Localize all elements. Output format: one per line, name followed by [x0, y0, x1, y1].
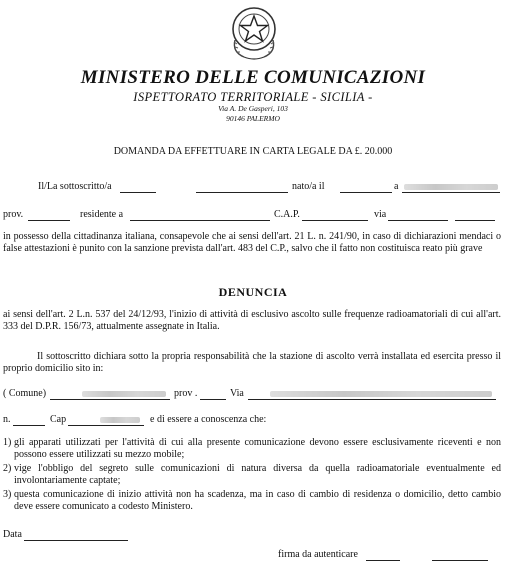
denuncia-heading: DENUNCIA — [218, 285, 288, 299]
prov-label: prov. — [3, 209, 24, 220]
item-text: questa comunicazione di inizio attività non ha scadenza, ma in caso di cambio di residenza o domicilio, detto cambio deve essere comunicato a codesto Ministero. — [14, 489, 501, 512]
comune-label: ( Comune) — [3, 388, 47, 399]
surname-field[interactable] — [120, 192, 156, 193]
address-street: Via A. De Gasperi, 103 — [218, 104, 288, 113]
item-text: gli apparati utilizzati per l'attività di cui alla presente comunicazione devono essere esclusivamente riceventi e non possono essere utilizzati su mezzo mobile; — [14, 437, 501, 460]
comune-field[interactable] — [50, 399, 170, 400]
residente-label: residente a — [80, 209, 124, 220]
domicile-cap-label: Cap — [50, 414, 67, 425]
italian-republic-emblem-icon — [226, 2, 282, 62]
citizenship-declaration: in possesso della cittadinanza italiana, consapevole che ai sensi dell'art. 21 L. n. 241/90, in caso di dichiarazioni mendaci o false attestazioni è punito con la sanzione prevista dall'art. 483 del C.P., salvo che il fatto non costituisca reato più grave — [3, 231, 501, 254]
domicile-via-label: Via — [230, 388, 244, 399]
via-field[interactable] — [388, 220, 448, 221]
redacted-handwriting — [82, 391, 166, 397]
redacted-handwriting — [270, 391, 492, 397]
name-field[interactable] — [196, 192, 288, 193]
domicile-via-field[interactable] — [248, 399, 496, 400]
station-declaration: Il sottoscritto dichiara sotto la propria responsabilità che la stazione di ascolto verrà installata ed esercita presso il proprio domicilio sito in: — [3, 351, 501, 374]
form-instruction-title: DOMANDA DA EFFETTUARE IN CARTA LEGALE DA £. 20.000 — [113, 146, 393, 157]
date-field[interactable] — [24, 540, 128, 541]
residence-field[interactable] — [130, 220, 270, 221]
birth-date-field[interactable] — [340, 192, 392, 193]
domicile-cap-field[interactable] — [68, 425, 144, 426]
civic-number-field[interactable] — [455, 220, 495, 221]
signature-label: firma da autenticare — [278, 549, 358, 560]
date-label: Data — [3, 529, 22, 540]
prov-field[interactable] — [28, 220, 70, 221]
redacted-handwriting — [404, 184, 498, 190]
birth-date-label: nato/a il — [292, 181, 325, 192]
ministry-title: MINISTERO DELLE COMUNICAZIONI — [80, 67, 426, 88]
birth-place-field[interactable] — [402, 192, 500, 193]
signature-field-2[interactable] — [432, 560, 488, 561]
cap-field[interactable] — [302, 220, 368, 221]
item-text: vige l'obbligo del segreto sulle comunicazioni di natura diversa da quella radioamatoriale eventualmente ed involontariamente captate; — [14, 463, 501, 486]
cap-label: C.A.P. — [274, 209, 300, 220]
item-number: 3) — [3, 489, 12, 500]
domicile-prov-field[interactable] — [200, 399, 226, 400]
sottoscritto-label: Il/La sottoscritto/a — [38, 181, 112, 192]
number-field[interactable] — [13, 425, 45, 426]
via-label: via — [374, 209, 387, 220]
item-number: 1) — [3, 437, 12, 448]
birth-place-label: a — [394, 181, 399, 192]
knowledge-text: e di essere a conoscenza che: — [150, 414, 267, 425]
redacted-handwriting — [100, 417, 140, 423]
item-number: 2) — [3, 463, 12, 474]
domicile-prov-label: prov . — [174, 388, 198, 399]
address-city: 90146 PALERMO — [226, 114, 280, 123]
number-label: n. — [3, 414, 11, 425]
inspectorate-subtitle: ISPETTORATO TERRITORIALE - SICILIA - — [133, 90, 373, 104]
denuncia-text: ai sensi dell'art. 2 L.n. 537 del 24/12/93, l'inizio di attività di esclusivo ascolto sulle frequenze radioamatoriali di cui all'art. 333 del D.P.R. 156/73, attualmente assegnate in Italia. — [3, 309, 501, 332]
signature-field[interactable] — [366, 560, 400, 561]
